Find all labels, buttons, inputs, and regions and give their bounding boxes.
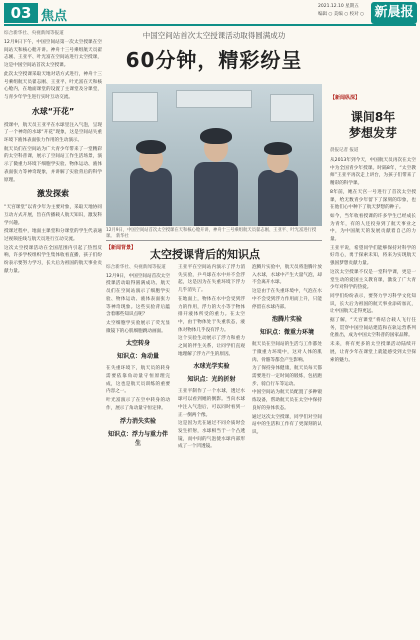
sub-paragraph: 太空细胞学实验展示了荧光显微镜下的心肌细胞跳动画面。 (106, 320, 170, 334)
right-headline-2: 梦想发芽 (348, 126, 397, 140)
main-overline: 中国空间站首次太空授课活动取得圆满成功 (142, 31, 286, 40)
sub-kicker: 综合新华社、央视新闻等报道 (106, 265, 166, 270)
sub-story-tag: 【新闻背景】 (106, 245, 137, 251)
sub-story-rule (106, 240, 322, 241)
sub-paragraph: 王亚平制作了一个水球，透过水球可以看到她的倒影。当向水球中注入气泡后，可以同时看到一正一倒两个像。 (178, 389, 245, 418)
sub-paragraph: 中国空间站为航天员配置了多种锻炼设备，帮助航天员在太空中保持良好的身体状态。 (252, 390, 322, 411)
sub-paragraph: 这个实验生动展示了浮力和重力之间的伴生关系，让同学们直观地理解了浮力产生的原因。 (178, 336, 245, 357)
left-kicker: 综合新华社、央视新闻等报道 (4, 31, 64, 36)
sub-subhead-knowledge: 知识点：角动量 (116, 353, 159, 361)
sub-paragraph: 为了保持身体健康，航天员每天都需要进行一定时间的锻炼，包括跑步、骑自行车等运动。 (252, 366, 322, 387)
sub-subhead: 泡腾片实验 (271, 316, 302, 324)
left-subhead-1: 水球“开花” (31, 106, 75, 116)
left-subhead-2: 激发探索 (37, 189, 69, 199)
sub-subhead: 水球光学实验 (193, 363, 230, 371)
issue-date: 2021.12.10 星期五 (318, 4, 359, 9)
left-column (4, 30, 102, 636)
sub-subhead: 太空转身 (125, 340, 150, 348)
editor-credits: 编辑 ○ 美编 ○ 校对 ○ (318, 12, 364, 17)
sub-story-headline: 太空授课背后的知识点 (150, 248, 260, 261)
left-paragraph: 航天员们在空间站为广大青少年带来了一堂精彩的太空科普课，展示了空间站工作生活场景，演示了微重力环境下细胞学实验、物体运动、液体表面张力等神奇现象，并讲解了实验背后的科学原理。 (4, 146, 102, 183)
sub-paragraph: 在失重环境下，航天员的转身需要依靠角动量守恒原理完成，这也是航天员训练的重要内容之一。 (106, 366, 170, 395)
right-paragraph: 如今，当年收看授课的许多学生已经成长为青年，有的人还投身到了航天事业之中，为中国航天的发展贡献着自己的力量。 (330, 213, 416, 243)
sub-paragraph: 这是由于在失重环境中，气泡在水中不会受到浮力作用而上升，只能停留在水球内部。 (252, 289, 322, 310)
sub-paragraph: 在地面上，物体在水中会受到浮力的作用，浮力的大小等于物体排开液体所受的重力。在太空中，由于物体处于失重状态，液体对物体几乎没有浮力。 (178, 296, 245, 333)
main-headline: 60分钟，精彩纷呈 (125, 48, 303, 72)
left-paragraph: “天宫课堂”以青少年为主要对象，采取天地协同互动方式开展，旨在传播载人航天知识，激发科学兴趣。 (4, 205, 102, 226)
right-paragraph: 同学们纷纷表示，要努力学习科学文化知识，长大后为祖国的航天事业添砖加瓦，让中国航天走得更远。 (330, 293, 416, 315)
left-paragraph: 授课中，航天员王亚平在水球里注入气泡，呈现了一个神奇的水球“开花”现象，这是空间站失重环境下液体表面张力作用的生动演示。 (4, 122, 102, 144)
right-byline: 晨报记者 报道 (330, 148, 359, 153)
right-paragraph: 8年前，她在天宫一号进行了首次太空授课，给无数青少年留下了深刻的印象，也在他们心中种下了航天梦想的种子。 (330, 189, 416, 211)
right-tag: 【新闻纵深】 (330, 95, 361, 101)
newspaper-logo: 新晨报 (371, 2, 417, 24)
sub-paragraph: 泡腾片实验中，航天员将泡腾片放入水球，水球中产生大量气泡，却不会离开水球。 (252, 265, 322, 286)
header-rule (4, 24, 416, 26)
section-label: 焦点 (41, 9, 68, 24)
sub-paragraph: 航天员在空间站的生活与工作都处于微重力环境中，这对人体的肌肉、骨骼等都会产生影响。 (252, 342, 322, 363)
sub-paragraph: 这是因为光在通过不同介质时会发生折射，水球相当于一个凸透镜，而中间的气泡使水球内部形成了一个凹透镜。 (178, 421, 245, 450)
sub-subhead-knowledge: 知识点：浮力与重力伴生 (107, 430, 168, 447)
sub-subhead: 浮力消失实验 (119, 417, 156, 425)
photo-caption: 12月9日，中国空间站首次太空授课在天和核心舱开讲，神舟十三号乘组航天员翟志刚、王亚平、叶光富进行授课。 新华社 (106, 228, 317, 239)
sub-paragraph: 通过这次太空授课，同学们对空间站中的生活和工作有了更深刻的认识。 (252, 414, 322, 435)
sub-paragraph: 12月9日，中国空间站首次太空授课活动取得圆满成功。航天员们在空间站演示了细胞学实验、物体运动、液体表面张力等神奇现象。这些实验背后蕴含着哪些知识点呢？ (106, 273, 170, 318)
sub-paragraph: 王亚平在空间站内演示了浮力消失实验，乒乓球在水中并不会浮起，这是因为在失重环境下浮力几乎消失了。 (178, 265, 245, 294)
sub-story-column-2 (178, 264, 245, 636)
sub-story-column-3 (252, 264, 322, 636)
left-paragraph: 这次太空授课活动在全国范围内引起了热烈反响，许多学校组织学生集体收看直播，孩子们纷纷表示要努力学习，长大后为祖国的航天事业贡献力量。 (4, 245, 102, 274)
left-paragraph: 授课过程中，地面主课堂和分课堂的学生代表通过视频连线与航天员进行互动交流。 (4, 229, 102, 243)
left-paragraph: 此次太空授课采取天地对话方式进行，神舟十三号乘组航天员翟志刚、王亚平、叶光富在天和核心舱内，在地面课堂的设置了主课堂及分课堂，与青少年学生进行实时互动交流。 (4, 71, 102, 100)
right-paragraph: 据了解，“天宫课堂”将结合载人飞行任务，贯穿中国空间站建造和在轨运营系列化推出，成为中国太空科普的国家品牌。 (330, 318, 416, 339)
sub-subhead-knowledge: 知识点：光的折射 (187, 376, 236, 384)
right-column (330, 30, 416, 636)
sub-paragraph: 叶光富演示了在空中转身的动作，展示了角动量守恒定律。 (106, 398, 170, 411)
right-paragraph: 王亚平说，希望同学们能够保持对科学的好奇心，勇于探索未知，将来为实现航天强国梦想贡献力量。 (330, 245, 416, 267)
sub-subhead-knowledge: 知识点：微重力环境 (259, 329, 314, 337)
left-paragraph: 12月9日下午，中国空间站第一次太空授课在空间站天和核心舱开讲。神舟十三号乘组航天员翟志刚、王亚平、叶光富在空间站进行太空授课，这是中国空间站首次太空授课。 (4, 40, 102, 69)
right-paragraph: 未来，将有更多的太空授课活动陆续开展，让青少年在课堂上就能感受到太空探索的魅力。 (330, 342, 416, 363)
right-paragraph: 从2013年到今天，中国航天员再次在太空中为全国青少年授课。时隔8年，“太空教师”王亚平再次走上讲台，为孩子们带来了精彩的科学课。 (330, 158, 416, 187)
sub-story-column-1 (106, 264, 170, 636)
page-number: 03 (4, 3, 38, 23)
space-station-photo (106, 84, 322, 226)
right-paragraph: 这次太空授课不仅是一堂科学课，更是一堂生动的爱国主义教育课，激发了广大青少年对科学的热爱。 (330, 269, 416, 291)
right-headline-1: 课间8年 (350, 110, 396, 124)
